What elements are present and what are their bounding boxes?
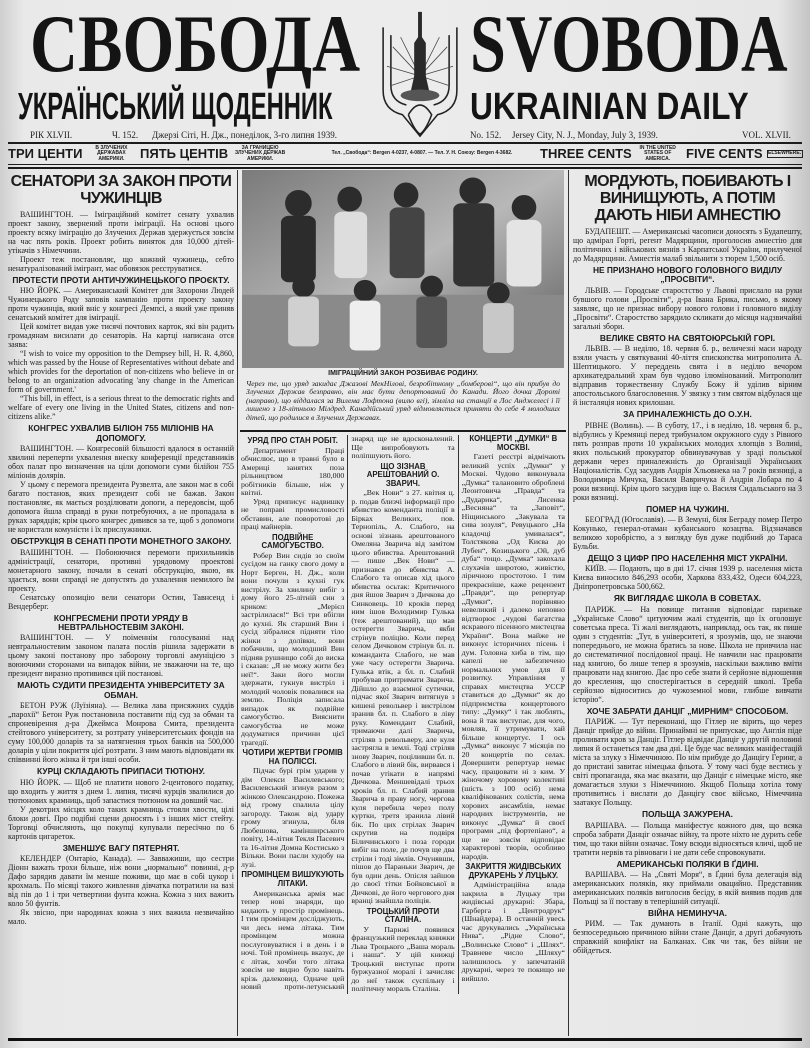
article — [8, 537, 234, 610]
article-paragraph: ВАШИНГТОН. — Побоюючися перемоги прихильників адміністрації, сенатори, противні урядовому проектові монетарного закону, почали в сенаті обструкцію, якою, як здається, вони справді не допустять до ухвалення немилого їм проекту. — [8, 547, 234, 593]
article-paragraph: РІВНЕ (Волинь). — В суботу, 17., і в неділю, 18. червня б. р., відбулись у Кремянці перед трибуналом окружного суду з Рівного пять розправ проти 10 українських молодих хлопців з Волині, яких польський прокуратор обвинувачував у зраді польської держави через приналежність до Організації Українських Націоналістів. Суд засудив Андрія Хльовнека на 7 років вязниці, а Володимира Мичука, Василя Вавричука й Андрія Лобара по 4 роки вязниці. Крім цього засудив іще о. Василя Сидальського на 3 роки вязниці. — [573, 420, 802, 502]
article-headline: КОНГРЕС УХВАЛИВ БІЛІОН 755 МІЛІОНІВ НА ДОПОМОГУ. — [28, 423, 214, 443]
article-headline: ЯК ВИГЛЯДАЄ ШКОЛА В СОВЕТАХ. — [613, 593, 762, 604]
article — [8, 424, 234, 534]
masthead-subtitle-ukrainian: УКРАЇНСЬКИЙ ЩОДЕННИК — [18, 85, 333, 128]
article-paragraph: У Парижі появився французький переклад книжки Льва Троцького „Ваша мораль і наша“. У цій книжці Троцький виступає проти буржуазної моралі і зачисляє до неї також суспільну і політичну мораль Сталіна. — [351, 924, 455, 994]
top-rule-1 — [8, 164, 802, 165]
price-five-cents-en — [686, 146, 803, 162]
article-paragraph: ПАРИЖ. — На повище питання відповідає паризьке „Українське Слово“ цитуючим жалі студентів, що їх оголошує советська преса. Ті жалі виглядають, наприклад, ось так, як пише один з студентів: „Тут, в університеті, я зрозумів, що, не знаючи попереднього, не можна братись за нове. Школа не привчила нас до систематичної послідовної праці. Не навчили нас працювати над книгою, бо лише тепер я зрозумів, наскільки важливо вміти працювати над книгою. Дає про себе знати й серйозне відношення до креслення, що спостерігається в середній школі. Треба серйозно відноситись до чужоземної мови, глибше вивчати історію“. — [573, 604, 802, 704]
article-headline: ПРОМІНЦЕМ ВИШУКУЮТЬ ЛІТАКИ. — [241, 870, 344, 889]
article-paragraph: ВАШИНГТОН. — Конгресовій більшості вдалося в останній хвилині переперти ухвалення внеску конференції представників обох палат про визначення на ціли допомоги суми білійон 755 міліонів долярів. — [8, 444, 234, 481]
photo-headline: ІМІГРАЦІЙНИЙ ЗАКОН РОЗБИВАЄ РОДИНУ. — [328, 370, 478, 377]
article-paragraph: Департамент Праці обчислює, що в травні було в Америці занятих поза рільництвом 180,000 робітників більше, ніж у квітні. — [241, 445, 345, 498]
article-headline: УРЯД ПРО СТАН РОБІТ. — [247, 436, 338, 445]
article-paragraph: ЛЬВІВ. — В неділю, 18. червня б. р., величезні маси народу взяли участь у святкуванні 40-ліття єпископства митрополита А. Шептицького. У переддень свята і в неділю вечором архикатедральний храм був чудово ілюмінований. Митрополит відправив торжественну Службу Божу й уділив вірним апостольського благословення. У звязку з тим святом відбулася ще й інсталяція нових крилошан. — [573, 344, 802, 408]
article-paragraph: Підчас бурі грім ударив у дім Олекси Василевського; Василевський згинув разом з жінкою Олександрою. Пожежа від грому спалила цілу загороду. Також від удару грому згинула, біля Любешова, камінширського повіту, 14-літня Текля Пасевич та 16-літня Домна Костисько з Вільки. Вони пасли худобу на лузі. — [241, 766, 345, 869]
article-headline: МОРДУЮТЬ, ПОБИВАЮТЬ І ВИНИЩУЮТЬ, А ПОТІМ ДАЮТЬ НІБИ АМНЕСТІЮ — [584, 173, 791, 224]
article-headline: ЗМЕНШУЄ ВАГУ ПЯТЕРНЯТ. — [62, 842, 180, 853]
article-paragraph: КИЇВ. — Подають, що в дні 17. січня 1939 р. населення міста Києва виносило 846,293 особи, Харкова 833,432, Одеси 604,223, Дніпропетровська 500,662. — [573, 564, 802, 592]
article — [573, 266, 802, 331]
article — [8, 681, 234, 764]
photo-caption: Через те, що уряд закидає Джазові МекНілові, безробітному „бомберові“, що він прибув до Злучених Держав безправно, він має бути депортований до Канади. Його дочка Дороті (направо), що віддалася за Вилема Лофтона (вилю вгі), зімліла на станції в Лос Анджелесі і її лишено з 18-літньою Мілдред. Канадійський уряд відмовляється приняти до себе 4 молодших дітей, що родилися в Злучених Державах. — [246, 379, 560, 422]
issue-number-english: No. 152. — [470, 130, 502, 140]
article — [462, 863, 565, 983]
article-paragraph: Як звісно, при народинах кожна з них важила незвичайно мало. — [8, 908, 234, 927]
article — [573, 410, 802, 501]
article — [573, 909, 802, 955]
masthead-title-ukrainian: СВОБОДА — [30, 0, 361, 90]
price-three-cents-en-label: THREE CENTS — [540, 146, 632, 161]
price-five-cents-ua-note: ЗА ГРАНИЦЕЮ ЗЛУЧЕНИХ ДЕРЖАВ АМЕРИКИ. — [234, 144, 286, 162]
article-paragraph: БУДАПЕШТ. — Американські часописи доносять з Будапешту, що адмірал Горті, регент Мадярщини, проголосив амнестію для політичних і військових вязнів з Карпатської України, прилученої до Мадярщини. Амнестія малаб звільнити з тюрем 1,500 осіб. — [573, 227, 802, 263]
column-right — [573, 172, 802, 955]
article-paragraph: ЛЬВІВ. — Городське старостство у Львові прислало на руки бувшого голови „Просвіти“, д-ра Івана Брика, письмо, в якому заявляє, що не признає вибору нового голови і головного виділу „Просвіти“. Старостство зарядило скликати до місяця надзвичайні загальні збори. — [573, 285, 802, 331]
article — [8, 767, 234, 840]
article-headline: ЗА ПРИНАЛЕЖНІСТЬ ДО О.У.Н. — [623, 409, 752, 420]
bottom-rule — [8, 1038, 802, 1041]
issue-number-ukrainian: Ч. 152. — [112, 130, 139, 140]
article-headline: ТРОЦЬКИЙ ПРОТИ СТАЛІНА. — [366, 906, 440, 925]
article-paragraph: ВАШИНГТОН. — Іміграційний комітет сенату ухвалив проект закону, звернений проти іміграції. На основі цього проекту всяку іміграцію до Злучених Держав здержується зовсім на час пять років. Проект робить виняток для 10,000 дітей-утікачів з Німеччини. — [8, 210, 234, 255]
article-paragraph: НЮ ЙОРК. — Американський Комітет для Захорони Людей Чужинецького Роду заповів кампанію проти проекту закону проти чужинців, який вніс у конгресі Демпсі, а який уже приняв сенатський комітет для іміграції. — [8, 286, 234, 323]
photo-rule — [240, 430, 566, 432]
top-rule-2 — [8, 167, 802, 169]
column-divider — [237, 170, 238, 1036]
price-five-cents-ua — [140, 146, 288, 162]
price-five-cents-ua-label: ПЯТЬ ЦЕНТІВ — [140, 146, 229, 161]
middle-columns — [241, 435, 565, 994]
article — [8, 614, 234, 679]
article-headline: ВЕЛИКЕ СВЯТО НА СВЯТОЮРСЬКІЙ ГОРІ. — [599, 332, 776, 343]
article-headline: СЕНАТОРИ ЗА ЗАКОН ПРОТИ ЧУЖИНЦІВ — [10, 173, 232, 207]
article — [573, 707, 802, 807]
volume-english: VOL. XLVII. — [742, 130, 791, 140]
article-headline: ОБСТРУКЦІЯ В СЕНАТІ ПРОТИ МОНЕТНОГО ЗАКОНУ. — [10, 536, 232, 547]
article-headline: ВІЙНА НЕМИНУЧА. — [648, 908, 727, 919]
article-headline: ЧОТИРИ ЖЕРТВИ ГРОМІВ НА ПОЛІССІ. — [242, 748, 343, 766]
article — [8, 173, 234, 273]
article-paragraph: “This bill, in effect, is a serious threat to the democratic rights and welfare of every one living in the United States, citizens and non-citizens alike.” — [8, 394, 234, 422]
article — [241, 534, 344, 748]
article-headline: ПОДВІЙНЕ САМОГУБСТВО. — [261, 532, 324, 551]
article — [241, 437, 344, 532]
place-date-ukrainian: Джерзі Сіті, Н. Дж., понеділок, 3-го липня 1939. — [152, 130, 337, 140]
family-photo — [242, 170, 564, 368]
article-paragraph: Американська армія має тепер нові знаряди, що кидають у простір промінець. І тим промінцем досліджують, чи десь нема літака. Тим промінцем можна послуговуватися і в день і в ночі. Той промінець вказує, де є літак, хочби того літака зовсім не видно було навіть крізь далековид. Одначе цей новий проти-летунський знаряд ще не вдосконалений. Ще випробовують та поліпшують його. — [241, 434, 455, 992]
price-five-cents-en-note: ELSEWHERE. — [768, 150, 802, 157]
article-paragraph: РИМ. — Так думають в Італії. Одні кажуть, що безпосередньою причиною війни стане Данціг, а другі добачують справжній конфлікт на Балканах. Сяк чи так, без війни не обійдеться. — [573, 919, 802, 956]
masthead-rule — [8, 142, 802, 144]
article-paragraph: БЕОГРАД (Югославія). — В Земуні, біля Беграду помер Петро Кокунько, генерал-отаман кубанського козацтва. Відзначався великою хоробрістю, а з вигляду був дуже подібний до Тараса Бульби. — [573, 515, 802, 552]
article-paragraph: Адміністраційна влада закрила в Луцьку три жидівські друкарні: Збара, Гарберга і „Центродрук“ (Шнайдера). В останній увесь час друкувались „Українська Нива“, „Рідне Слово“, „Волинське Слово“ і „Шлях“. Травневе число „Шляху“ залишилось у запечатаній друкарні, через те покищо не вийшло. — [461, 880, 565, 983]
article-paragraph: У декотрих місцях коло таких крамниць стояли хвости, цілі блоки довгі. Про подібні сцени доносять і з інших міст стейту. Торговці обчисляють, що покупці купували пересічно по 6 картонів цигареток. — [8, 804, 234, 841]
price-five-cents-en-label: FIVE CENTS — [686, 146, 763, 161]
article — [351, 908, 454, 994]
article-paragraph: „Bек Нови“ з 27. квітня ц. р. подав близчі інформації про вбивство коменданта поліції в Бірках Великих, пов. Тернопіль, А. Слабого, на основі зізнань арештованого Омеляна Зварича від замітом цього вбивства. Арештований — пише „Bек Нови“ — признався до вбивства А. Слабого та описав хід цього вбивства осьтак: Критичного дня йшов Зварич з Дичкова до Синковець. 10 кроків перед ним ішов Володимир Гулька (теж арештований), що мав остерегти Зварича, якби стрінув поліцію. Коли перед селом Дичковом стрінув бл. п. команданта Слабого, не мав уже часу остерегти Зварича. Гулька втік, а бл. п. Слабий пробував притримати Зварича. Дійшло до взаємної сутички, підчас якої Зварич витягнув з кишені револьвер і вистрілом зранив бл. п. Слабого в ліву руку. Комендант Слабий, тримаючи далі Зварича, стріляв з револьверу, але куля застрягла в землі. Тоді стріляв знову Зварич, поціливши бл. п. Слабого в лівий бік, вирвався і почав утікати в напрямі Дичкова. Меншевідалі трьох кроків бл. п. Слабий зранив Зварича в праву ногу, чергова куля перебила через полу куртки, третя зранила лівий бік. По цих стрілах Зварич скрутив на подвіря Біличинського і поза городи вибіг на поле, де почув ще два стріли і тоді зімлів. Очунявши, пішов до Параньки Зварич, де був один день. Опісля зайшов до своєї тітки Бойковської в Дичкові, де його чергового дня вранці знайшла поліція. — [351, 488, 455, 906]
article-paragraph: ВАШИНГТОН. — У поіменнім голосуванні над невтральностевим законом палата послів рішила задержати в цьому законі постанову про заборону торговлі амуніцією з воюючими сторонами на випадок війни, не зважаючи на те, що президент виразно противився цій постанові. — [8, 633, 234, 679]
article-headline: КОНГРЕСМЕНИ ПРОТИ УРЯДУ В НЕВТРАЛЬНОСТЕВІМ ЗАКОНІ. — [53, 612, 189, 633]
article-headline: ДЕЩО З ЦИФР ПРО НАСЕЛЕННЯ МІСТ УКРАЇНИ. — [587, 553, 788, 564]
article-paragraph: Робер Вин сидів зо своїм сусідом на ганку свого дому в Норт Берген, Н. Дж., коли вони почули з кухні гук вистрілу. За хвилину вибіг з дому його 25-літній син з криком: „Мерієл застрілилася!“ Всі три вбігли до кухні. Як старший Вин і сусід зібралися підняти тіло жінки з долівки, вони побачили, що молодший Вин підняв рушницю собі до виска і сказав: „Я не можу жити без неї!“. Заки його могли здержати, гукнув вистріл і молодий чоловік повалився на землю. Поліція записала випадок як подвійне самогубство. Вияснити самогубства не може додуматися причини цієї трагедії. — [241, 550, 345, 747]
price-three-cents-ua-label: ТРИ ЦЕНТИ — [8, 146, 83, 161]
masthead-title-english: SVOBODA — [470, 0, 788, 90]
article-headline: КОНЦЕРТИ „ДУМКИ“ В МОСКВІ. — [469, 434, 558, 452]
price-three-cents-en-note: IN THE UNITED STATES OF AMERICA. — [639, 144, 676, 162]
phone-numbers: Тел. „Свобода“: Bergen 4-0237, 4-0807. — Тел. У. Н. Союзу: Bergen 4-3682. — [331, 150, 513, 157]
article-headline: НЕ ПРИЗНАНО НОВОГО ГОЛОВНОГО ВИДІЛУ „ПРОСВІТИ“. — [592, 265, 783, 285]
article — [8, 844, 234, 926]
article-paragraph: У цьому є перемога президента Рузвелта, але закон має в собі багато постанов, яких президент собі не бажав. Закон постановляє, як мається розділювати допоги, а передовсім, щоб допомога йшла справді в руки потребуючих, а не пропадала в руках зарядців; крім цього конгрес дивився за те, щоб з допомоги не користали комуністи і їх прислужники. — [8, 480, 234, 535]
article — [573, 810, 802, 856]
article — [573, 334, 802, 407]
article-headline: АМЕРИКАНСЬКІ ПОЛЯКИ В ҐДИНІ. — [616, 858, 759, 869]
article-paragraph: ПАРИЖ. — Тут переконані, що Гітлер не вірить, що через Данціг прийде до війни. Принаймні не припускає, що Англія піде проливати кров за Данціг. Гітлер відвідає Данціг у другій половині липня й останеться там два дні. Це буде час великих маніфестацій міста за злуку з Німеччиною. По нім прибуде до Данцігу Геринг, а до пристані завитає німецька фльота. У тому часі буде вестись у світі пропаганда, яка має вказати, що Данціг є німецьке місто, яке домагається злуки з Німеччиною. Якщоб Польща хотіла тому противитись і вислати до Данцігу своє військо, Німеччина заатакує Польщу. — [573, 717, 802, 808]
article-paragraph: НЮ ЙОРК. — Щоб не платити нового 2-центового податку, що входить у життя з днем 1. липня, тисячі курців звалилися до тютюнових крамниць, щоб запастися тютюном на довший час. — [8, 777, 234, 805]
article — [351, 463, 454, 906]
trident-liberty-emblem-icon — [372, 8, 468, 140]
article — [573, 594, 802, 703]
article — [573, 505, 802, 551]
article-headline: ЗАКРИТТЯ ЖИДІВСЬКИХ ДРУКАРЕНЬ У ЛУЦЬКУ. — [465, 862, 562, 880]
article-headline: ПОЛЬЩА ЗАЖУРЕНА. — [641, 809, 733, 820]
article-paragraph: БЕТОН РУЖ (Луїзіяна). — Велика лава присяжних суддів „парохії“ Бетон Руж постановила поставити під суд за обман та спроневірення д-ра Джеймса Монрова Смита, президента стейтового університету, за розтрату університетських фондів на суму 100,000 доларів та за натягнення трьох банків на 500,000 доларів у ціли покриття цієї розтрати. З ним мають відповідати як співвинні його жінка й три інші особи. — [8, 701, 234, 765]
article — [8, 276, 234, 421]
price-three-cents-ua-note: В ЗЛУЧЕНИХ ДЕРЖАВАХ АМЕРИКИ. — [95, 144, 128, 162]
masthead-subtitle-english: UKRAINIAN DAILY — [470, 85, 749, 128]
article-paragraph: Цей комітет видав уже тисячі почтових карток, які він радить громадянам висилати до сенаторів. На картці написана отся заява: — [8, 322, 234, 350]
article — [573, 173, 802, 263]
article-headline: ПРОТЕСТИ ПРОТИ АНТИЧУЖИНЕЦЬКОГО ПРОЄКТУ. — [12, 275, 230, 285]
article-paragraph: ВАРШАВА. — Польща маніфестує кожного дня, що всяка спроба забрати Данціг означає війну, та проте ніхто не дурить себе тим, що таки війни означає. Тому всюди відносяться кличі, щоб не тратити нервів та рівноваги і не дати себе спровокувати. — [573, 820, 802, 857]
article-headline: ХОЧЕ ЗАБРАТИ ДАНЦІГ „МИРНИМ“ СПОСОБОМ. — [586, 705, 789, 716]
column-divider — [568, 170, 569, 1036]
article-paragraph: ВАРШАВА. — На „Святі Моря“, в Ґдині була делегація від американських поляків, яку приймали овацийно. Представник американських поляків виголосив бесіду, в якій виявив подив для Польщі за її поставу в теперішній ситуації. — [573, 870, 802, 907]
article-headline: ЩО ЗІЗНАВ АРЕШТОВАНИЙ О. ЗВАРИЧ. — [366, 461, 440, 488]
column-left — [8, 172, 234, 926]
price-three-cents-en — [540, 146, 680, 162]
article — [462, 435, 565, 861]
year-ukrainian: РІК XLVII. — [30, 130, 73, 140]
article-paragraph: Уряд приписує надвишку не поправі промисловості обставин, але поворотові до праці майнерів. — [241, 496, 345, 532]
place-date-english: Jersey City, N. J., Monday, July 3, 1939. — [512, 130, 658, 140]
article-paragraph: КЕЛЕНДЕР (Онтаріо, Канада). — Завважиши, що сестри Діонн важать трохи більше, ніж вони „нормально“ повинні, д-р Дафо зарядив давати їм менше поживи, що має в собі цукор і крохмаль. По місяці такого живлення дівчатка потратили на вазі від пів до 1 і три четвертини фунта кожна. Кожна з них важить коло 50 фунтів. — [8, 854, 234, 909]
article — [241, 749, 344, 869]
article-paragraph: “I wish to voice my opposition to the Dempsey bill, H. R. 4,860, which was passed by the House of Representatives without debate and which provides for the deportation of non-citizens who believe in or belong to an organization advocating 'any change in the American form of government.' — [8, 349, 234, 395]
article-paragraph: Проект теж постановляє, що кожний чужинець, себто ненатуралізований імігрант, має обовязок реєструватися. — [8, 255, 234, 273]
article-paragraph: Газеті реєстрі відмічають великий успіх „Думки“ у Москві. Чудово виконувала „Думка“ талановито оброблені Леонтовича „Правда“ та „Дударика“, Лисенка „Весняна“ та „Заповіт“, Ніщинського „Закувала та сива зозуля“, Ревуцького „На кладочці умивалася“, Толстякова „Од Києва до Лубен“, Козицького „Ой, дуб дуба“ тощо. „Думка“ закохала слухачів широтою, живістю, ліричною простотою. І тим прекрасніше, каже рецензент „Правди“, що репертуар „Думки“, порівняно невеликий і далеко неповно відтворює „чудові багатства яскравого пісенного мистецтва України“. Вона майже не виконує історичних пісень і дум. Головна хиба в тім, що капелі не забезпечено нормальних умов для її розвитку. Управління у справах мистецтва УССР ставиться до „Думки“ як до підприємства концертового типу: „Думку“ і так люблять, вона й так виступає, для чого, мовляв, її утримувати, хай більше концертує. І ось „Думка“ виконує 7 місяців по 20 концертів по селах. Довершити репертуар немає часу, працювати ні з ким. У жіночому хоровому колективі (шість з 100 осіб) нема кваліфікованих солістів, нема хорових ансамблів, немає народних інструментів, не виконує „Думка“ й своєї програми „під фортепіано“, а ще не зовсім відповідає характерові творів, особливо народів. — [461, 452, 565, 861]
article-headline: МАЮТЬ СУДИТИ ПРЕЗИДЕНТА УНІВЕРСИТЕТУ ЗА ОБМАН. — [17, 680, 225, 700]
article-headline: КУРЦІ СКЛАДАЮТЬ ПРИПАСИ ТЮТЮНУ. — [37, 766, 205, 777]
article-paragraph: Сенатську опозицію вели сенатори Остин, Тавнсенд і Вендерберг. — [8, 592, 234, 611]
price-three-cents-ua — [8, 146, 136, 162]
article — [573, 554, 802, 591]
article-headline: ПОМЕР НА ЧУЖИНІ. — [646, 503, 729, 514]
article — [573, 860, 802, 906]
